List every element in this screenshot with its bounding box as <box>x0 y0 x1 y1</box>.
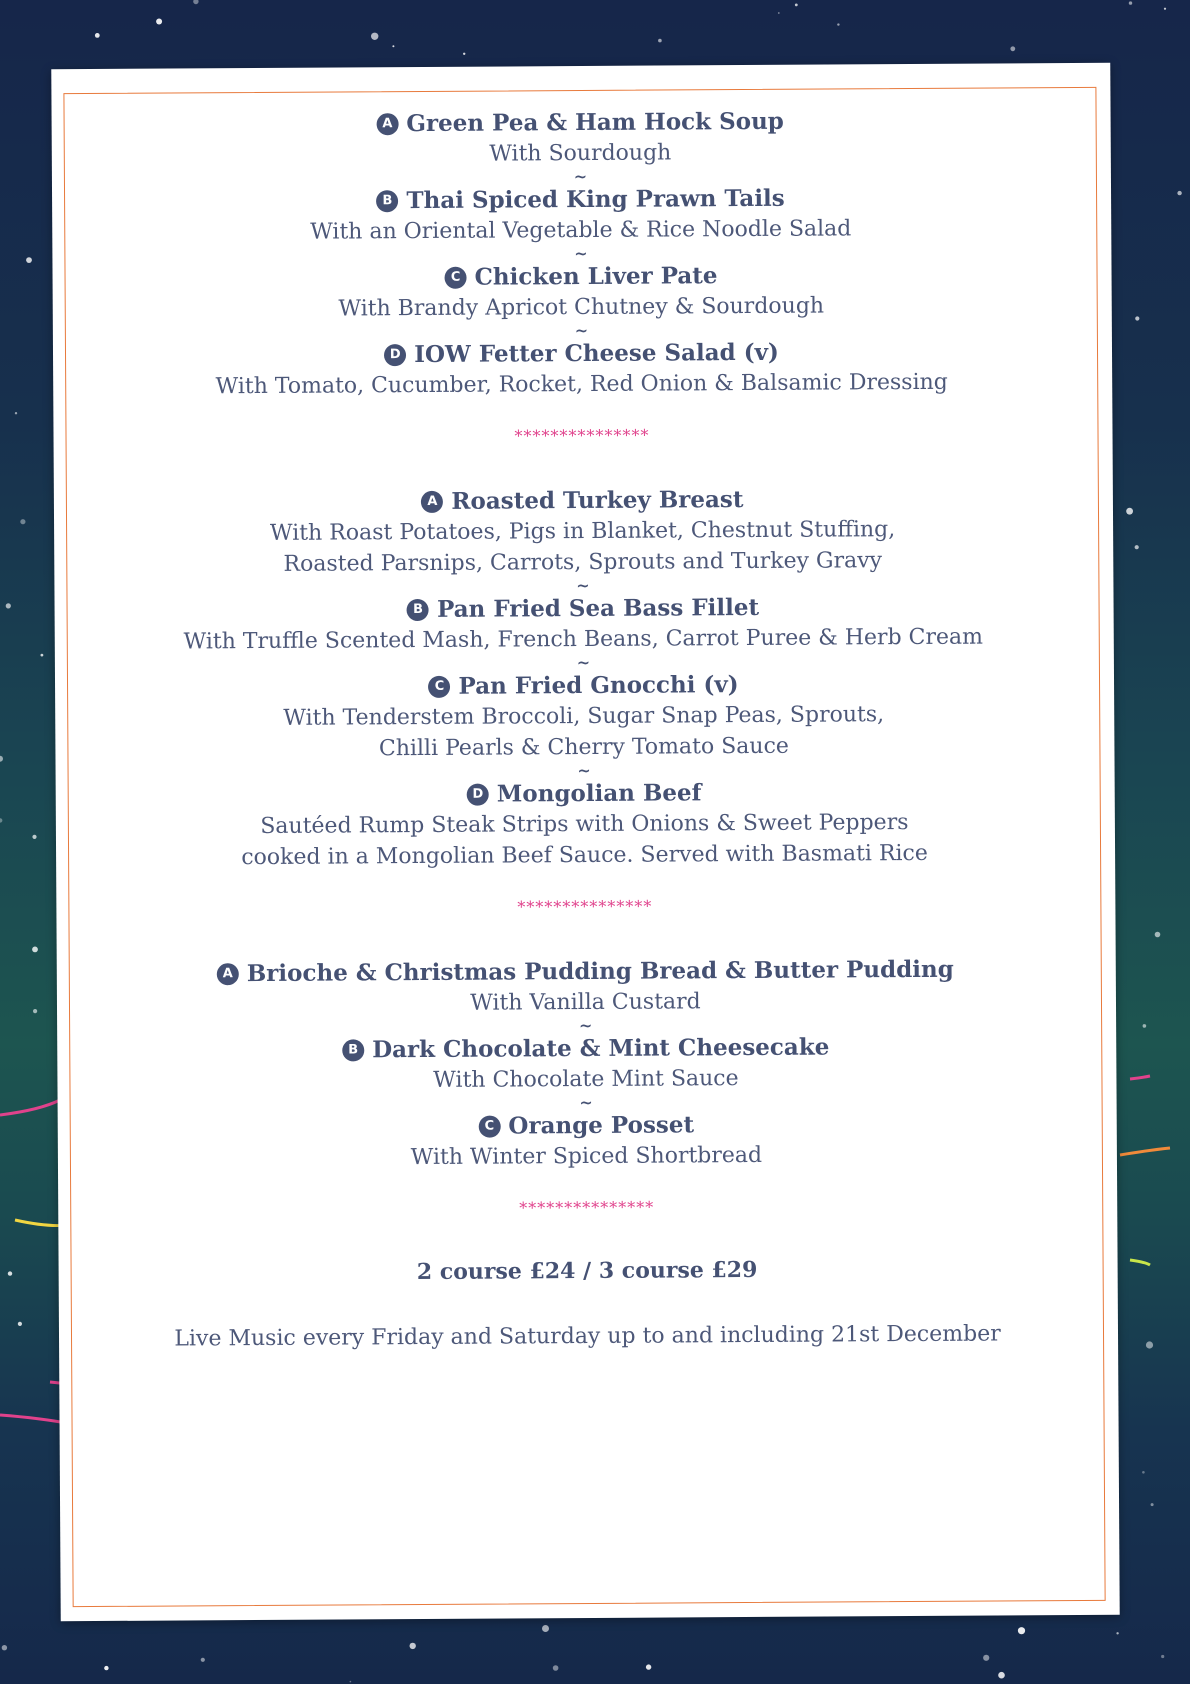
snow-dot <box>778 12 780 14</box>
streamer-decoration <box>1120 1148 1170 1155</box>
snow-dot <box>8 1271 12 1275</box>
desserts-section <box>69 954 1103 1175</box>
option-letter-badge: D <box>467 784 489 806</box>
dish-description: Chilli Pearls & Cherry Tomato Sauce <box>378 733 789 762</box>
tilde-separator: ~ <box>576 575 590 596</box>
option-letter-badge: C <box>428 676 450 698</box>
dish-name: Thai Spiced King Prawn Tails <box>406 184 785 215</box>
snow-dot <box>95 33 100 38</box>
dish-name: Mongolian Beef <box>496 779 702 808</box>
menu-content <box>64 105 1105 1352</box>
menu-item <box>66 591 1099 658</box>
dish-description: With Truffle Scented Mash, French Beans, Carrot Puree & Herb Cream <box>183 624 984 655</box>
divider-stars: *************** <box>514 425 650 446</box>
snow-dot <box>998 1672 1005 1679</box>
tilde-separator: ~ <box>574 320 589 341</box>
snow-dot <box>1116 1632 1118 1634</box>
snow-dot <box>20 519 25 524</box>
snow-dot <box>26 257 32 263</box>
snow-dot <box>1143 1024 1147 1028</box>
menu-item <box>68 776 1102 874</box>
menu-card <box>51 63 1119 1621</box>
dish-description: With Tomato, Cucumber, Rocket, Red Onion & Balsamic Dressing <box>215 369 948 400</box>
streamer-decoration <box>1130 1260 1150 1265</box>
tilde-separator: ~ <box>576 652 591 673</box>
pricing: 2 course £24 / 3 course £29 <box>416 1256 758 1286</box>
snow-dot <box>32 835 36 839</box>
divider-stars: *************** <box>517 896 653 917</box>
dish-name: Dark Chocolate & Mint Cheesecake <box>372 1033 830 1064</box>
snow-dot <box>193 0 198 4</box>
menu-item <box>69 954 1102 1021</box>
option-letter-badge: A <box>421 491 443 513</box>
tilde-separator: ~ <box>573 166 588 187</box>
dish-description: With an Oriental Vegetable & Rice Noodle Salad <box>310 216 852 245</box>
snow-dot <box>983 1655 989 1661</box>
snow-dot <box>646 1664 651 1669</box>
snow-dot <box>542 1625 549 1632</box>
streamer-decoration <box>0 1100 60 1115</box>
dish-description: With Roast Potatoes, Pigs in Blanket, Chestnut Stuffing, <box>269 517 896 546</box>
option-letter-badge: C <box>478 1116 500 1138</box>
tilde-separator: ~ <box>578 1015 593 1036</box>
snow-dot <box>33 1009 37 1013</box>
dish-description: With Brandy Apricot Chutney & Sourdough <box>338 293 825 322</box>
menu-item <box>67 668 1101 766</box>
snow-dot <box>350 1681 352 1683</box>
dish-name: IOW Fetter Cheese Salad (v) <box>414 338 779 369</box>
snow-dot <box>553 1665 559 1671</box>
dish-name: Roasted Turkey Breast <box>451 486 744 515</box>
snow-dot <box>156 19 162 25</box>
snow-dot <box>6 603 11 608</box>
dish-description: Roasted Parsnips, Carrots, Sprouts and Turkey Gravy <box>283 548 883 577</box>
option-letter-badge: B <box>407 599 429 621</box>
menu-item <box>69 1031 1102 1098</box>
menu-item <box>65 336 1098 403</box>
snow-dot <box>837 23 839 25</box>
dish-name: Orange Posset <box>508 1111 695 1140</box>
snow-dot <box>1142 1471 1145 1474</box>
snow-dot <box>1155 932 1161 938</box>
snow-dot <box>1010 46 1015 51</box>
live-music-note: Live Music every Friday and Saturday up to and including 21st December <box>174 1321 1001 1352</box>
snow-dot <box>1126 508 1133 515</box>
snow-dot <box>32 947 38 953</box>
snow-dot <box>658 39 662 43</box>
snow-dot <box>104 1666 108 1670</box>
starters-section <box>64 105 1099 403</box>
snow-dot <box>41 654 44 657</box>
dish-name: Chicken Liver Pate <box>474 262 718 291</box>
snow-dot <box>392 45 394 47</box>
snow-dot <box>1135 316 1139 320</box>
dish-name: Green Pea & Ham Hock Soup <box>406 107 784 138</box>
dish-description: Sautéed Rump Steak Strips with Onions & Sweet Peppers <box>260 810 909 839</box>
option-letter-badge: C <box>445 267 467 289</box>
divider-stars: *************** <box>519 1197 655 1218</box>
option-letter-badge: D <box>384 344 406 366</box>
menu-item <box>70 1108 1103 1175</box>
menu-item <box>64 182 1097 249</box>
snow-dot <box>1129 1 1132 4</box>
option-letter-badge: A <box>376 113 398 135</box>
snow-dot <box>1018 1627 1025 1634</box>
dish-description: With Chocolate Mint Sauce <box>433 1066 739 1093</box>
menu-item <box>64 259 1097 326</box>
tilde-separator: ~ <box>574 243 588 264</box>
dish-description: With Vanilla Custard <box>470 989 701 1016</box>
snow-dot <box>1146 1341 1153 1348</box>
dish-description: With Tenderstem Broccoli, Sugar Snap Peas, Sprouts, <box>283 702 885 731</box>
snow-dot <box>410 1643 416 1649</box>
streamer-decoration <box>1130 1076 1150 1079</box>
snow-dot <box>0 756 3 762</box>
snow-dot <box>1177 191 1181 195</box>
snow-dot <box>2 1645 7 1650</box>
snow-dot <box>15 412 17 414</box>
menu-item <box>64 105 1097 172</box>
dish-name: Pan Fried Sea Bass Fillet <box>436 593 760 623</box>
snow-dot <box>18 1322 22 1326</box>
tilde-separator: ~ <box>577 760 591 781</box>
snow-dot <box>1151 1503 1154 1506</box>
mains-section <box>66 483 1101 874</box>
snow-dot <box>371 33 378 40</box>
snow-dot <box>463 53 465 55</box>
dish-name: Brioche & Christmas Pudding Bread & Butter Pudding <box>246 955 954 988</box>
snow-dot <box>1135 545 1139 549</box>
option-letter-badge: B <box>376 190 398 212</box>
option-letter-badge: B <box>342 1039 364 1061</box>
dish-description: cooked in a Mongolian Beef Sauce. Served with Basmati Rice <box>241 840 928 871</box>
menu-item <box>66 483 1100 581</box>
snow-dot <box>201 1658 205 1662</box>
snow-dot <box>1164 8 1166 10</box>
snow-dot <box>795 4 798 7</box>
tilde-separator: ~ <box>579 1092 593 1113</box>
dish-name: Pan Fried Gnocchi (v) <box>458 671 739 700</box>
dish-description: With Winter Spiced Shortbread <box>410 1142 763 1171</box>
snow-dot <box>1161 1655 1164 1658</box>
snow-dot <box>0 818 2 822</box>
dish-description: With Sourdough <box>489 140 672 167</box>
dish-title <box>69 954 1102 990</box>
option-letter-badge: A <box>217 963 239 985</box>
